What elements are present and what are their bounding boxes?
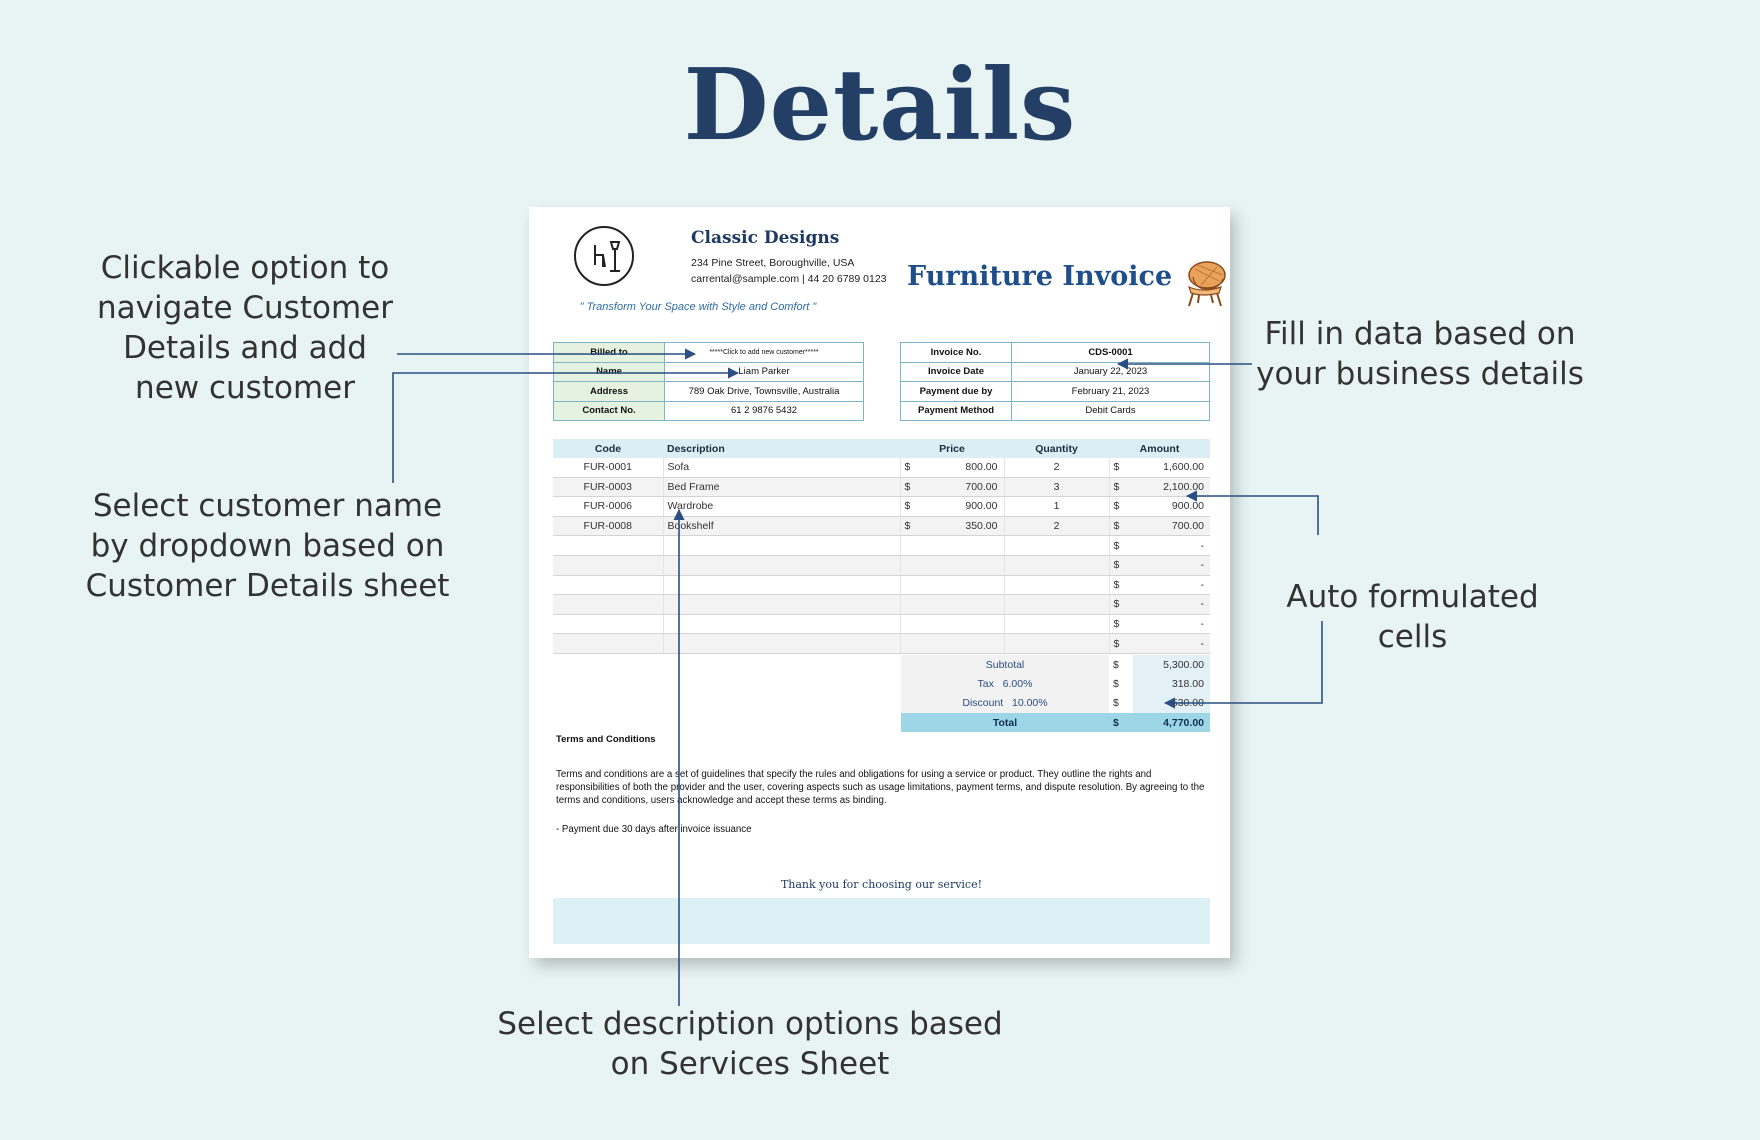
billing-row-billed-to <box>554 343 864 363</box>
item-quantity[interactable]: 2 <box>1004 458 1109 477</box>
billing-row-contact <box>554 401 864 421</box>
invoice-date-field[interactable]: January 22, 2023 <box>1012 362 1210 382</box>
total-row <box>901 713 1210 732</box>
tagline: " Transform Your Space with Style and Comfort " <box>579 301 817 313</box>
info-row-invoice-date <box>901 362 1210 382</box>
item-description-dropdown[interactable]: Sofa <box>663 458 900 477</box>
discount-label-cell <box>901 694 1109 713</box>
subtotal-row <box>901 655 1210 674</box>
total-value: 4,770.00 <box>1133 713 1210 732</box>
billing-row-address <box>554 382 864 402</box>
item-description-dropdown[interactable] <box>663 614 900 634</box>
payment-method-label: Payment Method <box>901 401 1012 421</box>
invoice-date-label: Invoice Date <box>901 362 1012 382</box>
item-price[interactable]: 350.00 <box>924 516 1004 536</box>
item-price[interactable] <box>924 614 1004 634</box>
col-quantity-header: Quantity <box>1004 439 1109 458</box>
page-title: Details <box>683 48 1077 163</box>
item-amount-currency: $ <box>1109 477 1133 497</box>
item-description-dropdown[interactable] <box>663 555 900 575</box>
terms-title: Terms and Conditions <box>556 734 656 745</box>
table-row <box>553 497 1210 517</box>
items-header-row <box>553 439 1210 458</box>
billing-table <box>553 342 864 421</box>
item-description-dropdown[interactable] <box>663 575 900 595</box>
table-row <box>553 614 1210 634</box>
currency-symbol: $ <box>1109 694 1133 713</box>
currency-symbol: $ <box>1109 655 1133 674</box>
item-price-currency: $ <box>900 458 924 477</box>
tax-rate[interactable]: 6.00% <box>1002 677 1033 690</box>
item-amount: - <box>1133 536 1210 556</box>
payment-due-label: Payment due by <box>901 382 1012 402</box>
callout-auto-formulated: Auto formulated cells <box>1286 579 1539 655</box>
item-amount: - <box>1133 575 1210 595</box>
item-price-currency <box>900 614 924 634</box>
item-amount-currency: $ <box>1109 458 1133 477</box>
col-code-header: Code <box>553 439 663 458</box>
item-price-currency: $ <box>900 516 924 536</box>
tax-row <box>901 674 1210 693</box>
item-description-dropdown[interactable]: Wardrobe <box>663 497 900 517</box>
item-amount: 2,100.00 <box>1133 477 1210 497</box>
item-price[interactable] <box>924 536 1004 556</box>
company-address: 234 Pine Street, Boroughville, USA <box>691 257 855 269</box>
tax-label: Tax <box>977 677 994 690</box>
item-description-dropdown[interactable]: Bookshelf <box>663 516 900 536</box>
table-row <box>553 575 1210 595</box>
table-row <box>553 477 1210 497</box>
name-label: Name <box>554 362 665 382</box>
currency-symbol: $ <box>1109 674 1133 693</box>
item-code[interactable] <box>553 555 663 575</box>
invoice-info-table <box>900 342 1210 421</box>
item-description-dropdown[interactable] <box>663 595 900 615</box>
billed-to-label: Billed to <box>554 343 665 363</box>
item-price-currency <box>900 595 924 615</box>
item-amount: 1,600.00 <box>1133 458 1210 477</box>
payment-due-field[interactable]: February 21, 2023 <box>1012 382 1210 402</box>
item-price[interactable] <box>924 634 1004 654</box>
callout-customer-details-link: Clickable option to navigate Customer Details and add new customer <box>97 250 393 406</box>
item-amount-currency: $ <box>1109 634 1133 654</box>
item-code[interactable]: FUR-0006 <box>553 497 663 517</box>
item-amount-currency: $ <box>1109 516 1133 536</box>
table-row <box>553 595 1210 615</box>
item-price-currency: $ <box>900 497 924 517</box>
discount-label: Discount <box>962 697 1004 710</box>
item-price[interactable] <box>924 555 1004 575</box>
subtotal-value: 5,300.00 <box>1133 655 1210 674</box>
item-price-currency <box>900 575 924 595</box>
item-code[interactable] <box>553 614 663 634</box>
item-quantity[interactable] <box>1004 634 1109 654</box>
invoice-title: Furniture Invoice <box>907 261 1173 292</box>
col-amount-header: Amount <box>1109 439 1210 458</box>
item-code[interactable] <box>553 595 663 615</box>
lamp-chair-logo-icon <box>573 225 635 287</box>
terms-note: - Payment due 30 days after invoice issuance <box>556 824 752 835</box>
table-row <box>553 516 1210 536</box>
item-code[interactable]: FUR-0008 <box>553 516 663 536</box>
discount-rate[interactable]: 10.00% <box>1012 697 1048 710</box>
callout-business-details: Fill in data based on your business details <box>1256 316 1584 392</box>
item-amount-currency: $ <box>1109 614 1133 634</box>
item-amount-currency: $ <box>1109 555 1133 575</box>
footer-band <box>553 898 1210 944</box>
item-quantity[interactable] <box>1004 575 1109 595</box>
item-code[interactable]: FUR-0001 <box>553 458 663 477</box>
invoice-no-label: Invoice No. <box>901 343 1012 363</box>
item-quantity[interactable]: 1 <box>1004 497 1109 517</box>
info-row-invoice-no <box>901 343 1210 363</box>
item-amount-currency: $ <box>1109 536 1133 556</box>
item-amount: - <box>1133 634 1210 654</box>
item-price[interactable] <box>924 595 1004 615</box>
discount-value: 530.00 <box>1133 694 1210 713</box>
info-row-payment-due <box>901 382 1210 402</box>
company-name: Classic Designs <box>691 228 840 248</box>
item-quantity[interactable] <box>1004 555 1109 575</box>
item-quantity[interactable] <box>1004 614 1109 634</box>
item-amount: 900.00 <box>1133 497 1210 517</box>
item-price-currency: $ <box>900 477 924 497</box>
item-code[interactable]: FUR-0003 <box>553 477 663 497</box>
rattan-chair-icon <box>1179 259 1229 309</box>
col-description-header: Description <box>663 439 900 458</box>
invoice-sheet <box>529 207 1230 958</box>
invoice-no-field[interactable]: CDS-0001 <box>1012 343 1210 363</box>
item-description-dropdown[interactable] <box>663 634 900 654</box>
thank-you-note: Thank you for choosing our service! <box>780 878 983 891</box>
item-quantity[interactable] <box>1004 595 1109 615</box>
item-amount: - <box>1133 555 1210 575</box>
item-code[interactable] <box>553 536 663 556</box>
item-price-currency <box>900 536 924 556</box>
item-price-currency <box>900 634 924 654</box>
item-description-dropdown[interactable]: Bed Frame <box>663 477 900 497</box>
item-price[interactable]: 700.00 <box>924 477 1004 497</box>
item-quantity[interactable]: 2 <box>1004 516 1109 536</box>
item-amount: 700.00 <box>1133 516 1210 536</box>
company-contact: carrental@sample.com | 44 20 6789 0123 <box>691 273 887 285</box>
info-row-payment-method <box>901 401 1210 421</box>
item-price[interactable]: 800.00 <box>924 458 1004 477</box>
address-label: Address <box>554 382 665 402</box>
item-amount-currency: $ <box>1109 575 1133 595</box>
item-amount-currency: $ <box>1109 595 1133 615</box>
item-quantity[interactable] <box>1004 536 1109 556</box>
customer-address-value: 789 Oak Drive, Townsville, Australia <box>665 382 864 402</box>
contact-label: Contact No. <box>554 401 665 421</box>
tax-label-cell <box>901 674 1109 693</box>
tax-value: 318.00 <box>1133 674 1210 693</box>
customer-contact-value: 61 2 9876 5432 <box>665 401 864 421</box>
callout-customer-dropdown: Select customer name by dropdown based on Customer Details sheet <box>85 488 450 604</box>
item-price[interactable]: 900.00 <box>924 497 1004 517</box>
item-quantity[interactable]: 3 <box>1004 477 1109 497</box>
discount-row <box>901 694 1210 713</box>
customer-name-dropdown[interactable]: Liam Parker <box>665 362 864 382</box>
items-table <box>553 439 1210 654</box>
currency-symbol: $ <box>1109 713 1133 732</box>
item-description-dropdown[interactable] <box>663 536 900 556</box>
item-amount: - <box>1133 614 1210 634</box>
subtotal-label: Subtotal <box>901 655 1109 674</box>
terms-body: Terms and conditions are a set of guidelines that specify the rules and obligations for using a service or product. They outline the rights and responsibilities of both the provider and the user, covering aspects such as usage limitations, payment terms, and dispute resolution. By agreeing to the terms and conditions, users acknowledge and accept these terms as binding. <box>556 769 1205 806</box>
table-row <box>553 458 1210 477</box>
item-amount-currency: $ <box>1109 497 1133 517</box>
callout-description-options: Select description options based on Services Sheet <box>497 1006 1003 1082</box>
item-code[interactable] <box>553 575 663 595</box>
item-code[interactable] <box>553 634 663 654</box>
totals-table <box>901 655 1210 732</box>
table-row <box>553 634 1210 654</box>
add-customer-link[interactable]: *****Click to add new customer***** <box>665 343 864 363</box>
payment-method-field[interactable]: Debit Cards <box>1012 401 1210 421</box>
col-price-header: Price <box>900 439 1004 458</box>
item-price[interactable] <box>924 575 1004 595</box>
table-row <box>553 536 1210 556</box>
table-row <box>553 555 1210 575</box>
billing-row-name <box>554 362 864 382</box>
item-price-currency <box>900 555 924 575</box>
total-label: Total <box>901 713 1109 732</box>
item-amount: - <box>1133 595 1210 615</box>
